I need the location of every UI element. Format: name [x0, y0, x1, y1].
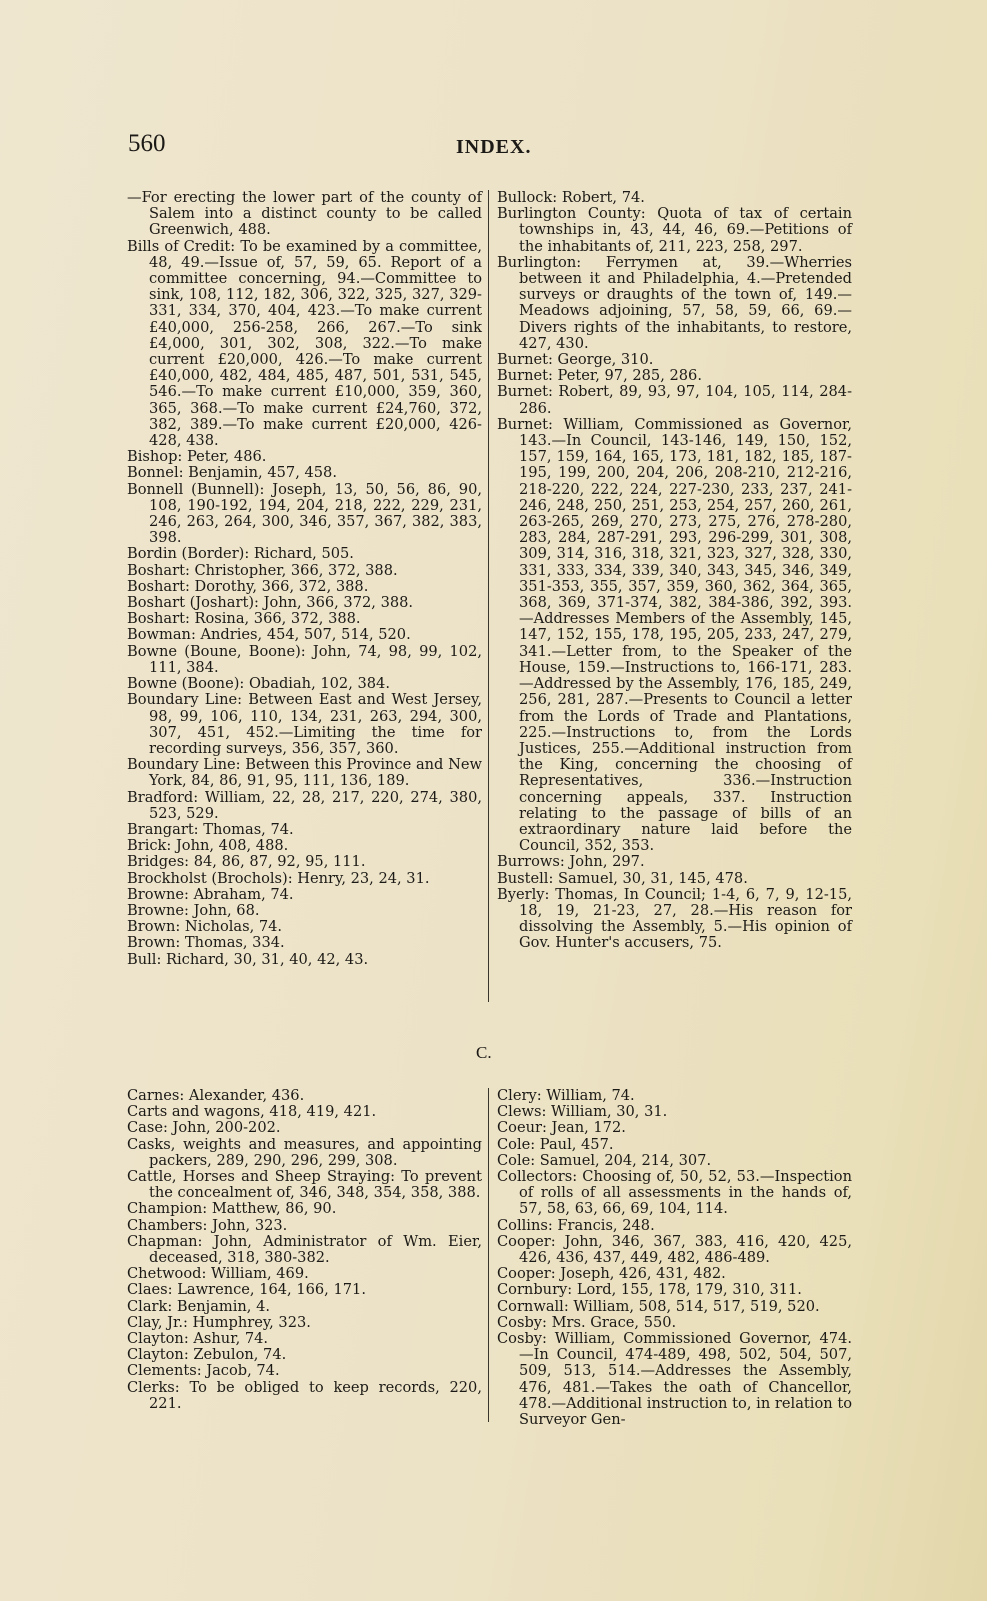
index-entry: Clerks: To be obliged to keep records, 220, 221.	[127, 1378, 482, 1412]
index-entry: Bowne (Boune, Boone): John, 74, 98, 99, 102, 111, 384.	[127, 642, 482, 676]
index-entry: Boshart: Christopher, 366, 372, 388.	[127, 561, 398, 579]
index-entry: Brown: Thomas, 334.	[127, 934, 285, 952]
index-entry: Collectors: Choosing of, 50, 52, 53.—Inspection of rolls of all assessments in the hands of, 57, 58, 63, 66, 69, 104, 114.	[497, 1168, 852, 1218]
index-entry: Browne: John, 68.	[127, 901, 260, 919]
index-entry: Brangart: Thomas, 74.	[127, 820, 294, 838]
index-entry: Chetwood: William, 469.	[127, 1265, 309, 1283]
index-entry: Browne: Abraham, 74.	[127, 885, 294, 903]
index-entry: Bishop: Peter, 486.	[127, 448, 267, 466]
index-entry: Boshart: Rosina, 366, 372, 388.	[127, 610, 361, 628]
index-column-b-right	[497, 190, 852, 952]
index-entry: Bowman: Andries, 454, 507, 514, 520.	[127, 626, 411, 644]
index-entry: Cosby: William, Commissioned Governor, 474.—In Council, 474-489, 498, 502, 504, 507, 509, 513, 514.—Addresses the Assembly, 476, 481.—Takes the oath of Chancellor, 478.—Additional instruction to, in relation to Surveyor Gen-	[497, 1330, 852, 1429]
index-column-b-left	[127, 190, 482, 968]
index-entry: Carts and wagons, 418, 419, 421.	[127, 1103, 377, 1121]
index-entry: Clayton: Zebulon, 74.	[127, 1346, 287, 1364]
index-entry: Burnet: George, 310.	[497, 351, 654, 369]
index-entry: Boundary Line: Between East and West Jersey, 98, 99, 106, 110, 134, 231, 263, 294, 300, 307, 451, 452.—Limiting the time for recording surveys, 356, 357, 360.	[127, 691, 482, 757]
index-entry: Boshart (Joshart): John, 366, 372, 388.	[127, 594, 414, 612]
index-entry: Casks, weights and measures, and appointing packers, 289, 290, 296, 299, 308.	[127, 1135, 482, 1169]
index-entry: Brick: John, 408, 488.	[127, 837, 289, 855]
index-entry: Bowne (Boone): Obadiah, 102, 384.	[127, 675, 390, 693]
index-entry: —For erecting the lower part of the county of Salem into a distinct county to be called Greenwich, 488.	[127, 189, 482, 239]
index-entry: Boundary Line: Between this Province and New York, 84, 86, 91, 95, 111, 136, 189.	[127, 756, 482, 790]
index-entry: Bradford: William, 22, 28, 217, 220, 274, 380, 523, 529.	[127, 788, 482, 822]
index-entry: Collins: Francis, 248.	[497, 1216, 655, 1234]
index-entry: Coeur: Jean, 172.	[497, 1119, 626, 1137]
index-entry: Clements: Jacob, 74.	[127, 1362, 280, 1380]
index-entry: Carnes: Alexander, 436.	[127, 1087, 305, 1104]
index-entry: Champion: Matthew, 86, 90.	[127, 1200, 337, 1218]
section-letter: C.	[476, 1043, 492, 1062]
index-entry: Bull: Richard, 30, 31, 40, 42, 43.	[127, 950, 369, 968]
column-rule	[488, 190, 489, 1002]
index-entry: Burlington: Ferrymen at, 39.—Wherries between it and Philadelphia, 4.—Pretended surveys or draughts of the town of, 149.—Meadows adjoining, 57, 58, 59, 66, 69.—Divers rights of the inhabitants, to restore, 427, 430.	[497, 253, 852, 352]
index-entry: Cosby: Mrs. Grace, 550.	[497, 1313, 677, 1331]
index-entry: Clark: Benjamin, 4.	[127, 1297, 271, 1315]
index-entry: Claes: Lawrence, 164, 166, 171.	[127, 1281, 366, 1299]
index-entry: Brown: Nicholas, 74.	[127, 918, 283, 936]
index-entry: Burrows: John, 297.	[497, 853, 645, 871]
index-entry: Cole: Samuel, 204, 214, 307.	[497, 1151, 712, 1169]
index-entry: Bills of Credit: To be examined by a committee, 48, 49.—Issue of, 57, 59, 65. Report of a committee concerning, 94.—Committee to sink, 108, 112, 182, 306, 322, 325, 327, 329-331, 334, 370, 404, 423.—To make current £40,000, 256-258, 266, 267.—To sink £4,000, 301, 302, 308, 322.—To make current £20,000, 426.—To make current £40,000, 482, 484, 485, 487, 501, 531, 545, 546.—To make current £10,000, 359, 360, 365, 368.—To make current £24,760, 372, 382, 389.—To make current £20,000, 426-428, 438.	[127, 237, 482, 450]
column-rule	[488, 1088, 489, 1422]
index-entry: Cattle, Horses and Sheep Straying: To prevent the concealment of, 346, 348, 354, 358, 388.	[127, 1168, 482, 1202]
index-entry: Bullock: Robert, 74.	[497, 189, 645, 206]
index-entry: Clay, Jr.: Humphrey, 323.	[127, 1313, 311, 1331]
index-entry: Chapman: John, Administrator of Wm. Eier, deceased, 318, 380-382.	[127, 1232, 482, 1267]
running-head-title: INDEX.	[456, 136, 532, 158]
index-entry: Boshart: Dorothy, 366, 372, 388.	[127, 577, 369, 595]
index-entry: Bridges: 84, 86, 87, 92, 95, 111.	[127, 853, 366, 871]
index-entry: Cole: Paul, 457.	[497, 1135, 614, 1153]
index-entry: Bonnell (Bunnell): Joseph, 13, 50, 56, 86, 90, 108, 190-192, 194, 204, 218, 222, 229, 231, 246, 263, 264, 300, 346, 357, 367, 382, 383, 398.	[127, 480, 482, 547]
index-entry: Bordin (Border): Richard, 505.	[127, 545, 354, 563]
index-entry: Cornbury: Lord, 155, 178, 179, 310, 311.	[497, 1281, 802, 1299]
index-entry: Chambers: John, 323.	[127, 1216, 288, 1234]
index-entry: Burnet: Robert, 89, 93, 97, 104, 105, 114, 284-286.	[497, 383, 852, 417]
index-entry: Burnet: William, Commissioned as Governor, 143.—In Council, 143-146, 149, 150, 152, 157, 159, 164, 165, 173, 181, 182, 185, 187-195, 199, 200, 204, 206, 208-210, 212-216, 218-220, 222, 224, 227-230, 233, 237, 241-246, 248, 250, 251, 253, 254, 257, 260, 261, 263-265, 269, 270, 273, 275, 276, 278-280, 283, 284, 287-291, 293, 296-299, 301, 308, 309, 314, 316, 318, 321, 323, 327, 328, 330, 331, 333, 334, 339, 340, 343, 345, 346, 349, 351-353, 355, 357, 359, 360, 362, 364, 365, 368, 369, 371-374, 382, 384-386, 392, 393.—Addresses Members of the Assembly, 145, 147, 152, 155, 178, 195, 205, 233, 247, 279, 341.—Letter from, to the Speaker of the House, 159.—Instructions to, 166-171, 283.—Addressed by the Assembly, 176, 185, 249, 256, 281, 287.—Presents to Council a letter from the Lords of Trade and Plantations, 225.—Instructions to, from the Lords Justices, 255.—Additional instruction from the King, concerning the choosing of Representatives, 336.—Instruction concerning appeals, 337. Instruction relating to the passage of bills of an extraordinary nature laid before the Council, 352, 353.	[497, 415, 852, 855]
index-column-c-left	[127, 1088, 482, 1412]
index-entry: Cooper: Joseph, 426, 431, 482.	[497, 1265, 726, 1283]
index-entry: Clayton: Ashur, 74.	[127, 1330, 269, 1348]
page-number: 560	[128, 130, 166, 157]
index-entry: Bustell: Samuel, 30, 31, 145, 478.	[497, 869, 748, 887]
index-entry: Burlington County: Quota of tax of certain townships in, 43, 44, 46, 69.—Petitions of the inhabitants of, 211, 223, 258, 297.	[497, 205, 852, 255]
index-entry: Byerly: Thomas, In Council; 1-4, 6, 7, 9, 12-15, 18, 19, 21-23, 27, 28.—His reason for dissolving the Assembly, 5.—His opinion of Gov. Hunter's accusers, 75.	[497, 885, 852, 952]
index-entry: Cornwall: William, 508, 514, 517, 519, 520.	[497, 1297, 820, 1315]
index-entry: Clery: William, 74.	[497, 1087, 635, 1104]
index-entry: Case: John, 200-202.	[127, 1119, 281, 1137]
index-entry: Brockholst (Brochols): Henry, 23, 24, 31.	[127, 869, 430, 887]
index-entry: Cooper: John, 346, 367, 383, 416, 420, 425, 426, 436, 437, 449, 482, 486-489.	[497, 1232, 852, 1267]
index-column-c-right	[497, 1088, 852, 1428]
index-entry: Bonnel: Benjamin, 457, 458.	[127, 464, 337, 482]
index-entry: Burnet: Peter, 97, 285, 286.	[497, 367, 702, 385]
index-entry: Clews: William, 30, 31.	[497, 1103, 668, 1121]
